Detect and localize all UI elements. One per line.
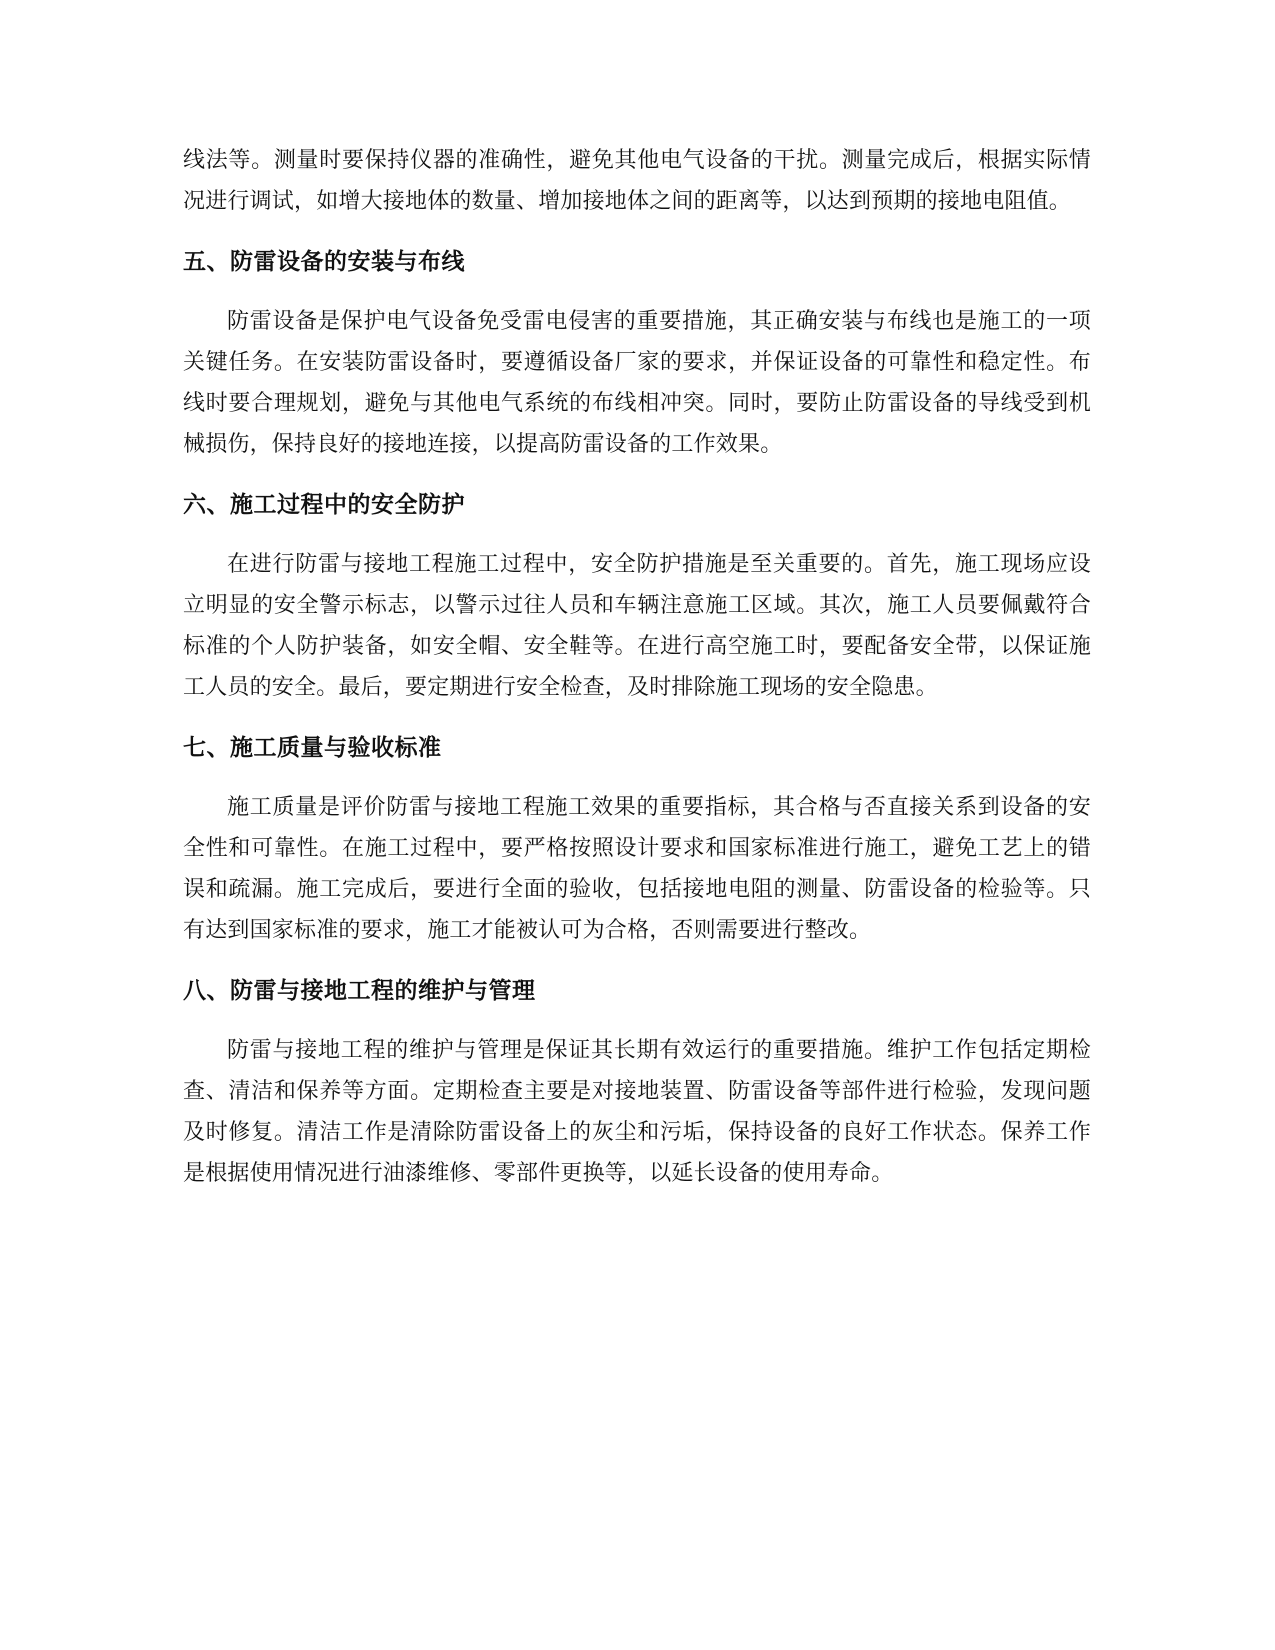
section-body-8: 防雷与接地工程的维护与管理是保证其长期有效运行的重要措施。维护工作包括定期检查、清洁和保养等方面。定期检查主要是对接地装置、防雷设备等部件进行检验，发现问题及时修复。清洁工作是清除防雷设备上的灰尘和污垢，保持设备的良好工作状态。保养工作是根据使用情况进行油漆维修、零部件更换等，以延长设备的使用寿命。: [183, 1038, 1091, 1186]
spacer: [183, 708, 1091, 728]
continuation-paragraph: 线法等。测量时要保持仪器的准确性，避免其他电气设备的干扰。测量完成后，根据实际情况进行调试，如增大接地体的数量、增加接地体之间的距离等，以达到预期的接地电阻值。: [183, 148, 1091, 214]
spacer: [183, 1012, 1091, 1030]
spacer: [183, 465, 1091, 485]
section-heading-5: 五、防雷设备的安装与布线: [183, 249, 465, 275]
spacer: [183, 222, 1091, 242]
section-heading-8: 八、防雷与接地工程的维护与管理: [183, 978, 536, 1004]
section-heading-6: 六、施工过程中的安全防护: [183, 492, 465, 518]
spacer: [183, 526, 1091, 544]
section-body-7: 施工质量是评价防雷与接地工程施工效果的重要指标，其合格与否直接关系到设备的安全性和可靠性。在施工过程中，要严格按照设计要求和国家标准进行施工，避免工艺上的错误和疏漏。施工完成后，要进行全面的验收，包括接地电阻的测量、防雷设备的检验等。只有达到国家标准的要求，施工才能被认可为合格，否则需要进行整改。: [183, 795, 1091, 943]
section-body-6: 在进行防雷与接地工程施工过程中，安全防护措施是至关重要的。首先，施工现场应设立明显的安全警示标志，以警示过往人员和车辆注意施工区域。其次，施工人员要佩戴符合标准的个人防护装备，如安全帽、安全鞋等。在进行高空施工时，要配备安全带，以保证施工人员的安全。最后，要定期进行安全检查，及时排除施工现场的安全隐患。: [183, 552, 1091, 700]
section-body-5: 防雷设备是保护电气设备免受雷电侵害的重要措施，其正确安装与布线也是施工的一项关键任务。在安装防雷设备时，要遵循设备厂家的要求，并保证设备的可靠性和稳定性。布线时要合理规划，避免与其他电气系统的布线相冲突。同时，要防止防雷设备的导线受到机械损伤，保持良好的接地连接，以提高防雷设备的工作效果。: [183, 309, 1091, 457]
spacer: [183, 283, 1091, 301]
spacer: [183, 951, 1091, 971]
document-page: [183, 140, 1091, 1194]
spacer: [183, 769, 1091, 787]
section-heading-7: 七、施工质量与验收标准: [183, 735, 442, 761]
